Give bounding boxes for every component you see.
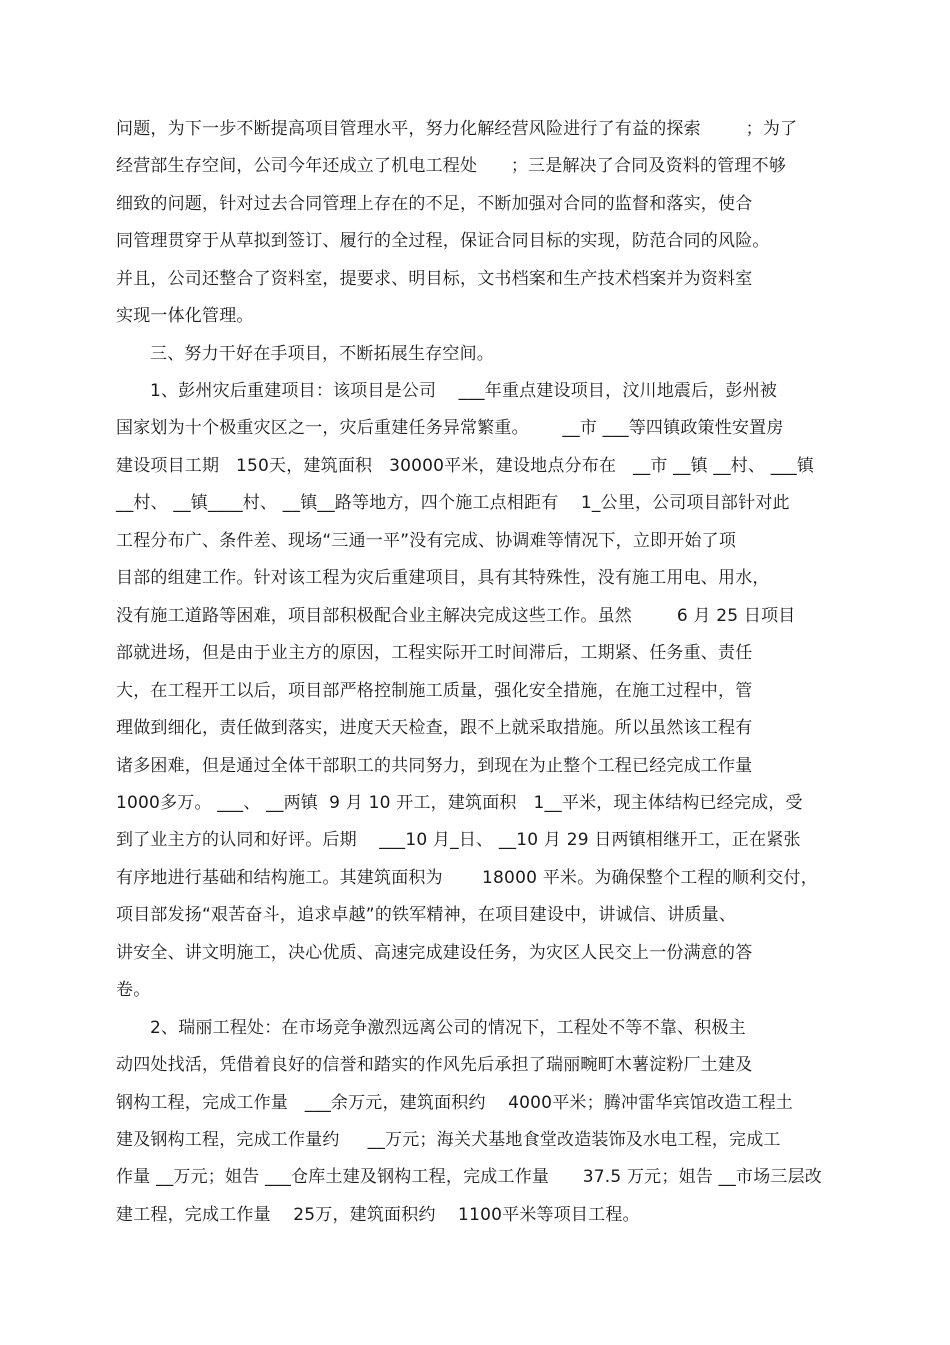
text-line: 建及钢构工程，完成工作量约 __万元；海关犬基地食堂改造装饰及水电工程，完成工 xyxy=(116,1130,781,1150)
text-line: 部就进场，但是由于业主方的原因，工程实际开工时间滞后，工期紧、任务重、责任 xyxy=(116,643,753,663)
text-line: __村、 __镇____村、 __镇__路等地方，四个施工点相距有 1_公里，公司项目部针对此 xyxy=(116,493,790,513)
text-line: 钢构工程，完成工作量 ___余万元，建筑面积约 4000平米；腾冲雷华宾馆改造工程土 xyxy=(116,1093,793,1113)
text-line: 卷。 xyxy=(116,980,151,1000)
text-line: 没有施工道路等困难，项目部积极配合业主解决完成这些工作。虽然 6 月 25 日项目 xyxy=(116,606,796,626)
text-line: 诸多困难，但是通过全体干部职工的共同努力，到现在为止整个工程已经完成工作量 xyxy=(116,756,753,776)
text-line: 大，在工程开工以后，项目部严格控制施工质量，强化安全措施，在施工过程中，管 xyxy=(116,681,753,701)
text-line: 实现一体化管理。 xyxy=(116,306,254,326)
text-line: 1、彭州灾后重建项目：该项目是公司 ___年重点建设项目，汶川地震后，彭州被 xyxy=(150,381,778,401)
text-line: 作量 __万元；姐告 ___仓库土建及钢构工程，完成工作量 37.5 万元；姐告 __市场三层改 xyxy=(116,1167,822,1187)
text-line: 理做到细化，责任做到落实，进度天天检查，跟不上就采取措施。所以虽然该工程有 xyxy=(116,718,753,738)
text-line: 2、瑞丽工程处：在市场竞争激烈远离公司的情况下，工程处不等不靠、积极主 xyxy=(150,1018,746,1038)
text-line: 细致的问题，针对过去合同管理上存在的不足，不断加强对合同的监督和落实，使合 xyxy=(116,194,753,214)
text-line: 建设项目工期 150天，建筑面积 30000平米，建设地点分布在 __市 __镇 __村、 ___镇 xyxy=(116,456,815,476)
text-line: 讲安全、讲文明施工，决心优质、高速完成建设任务，为灾区人民交上一份满意的答 xyxy=(116,943,753,963)
text-line: 并且，公司还整合了资料室，提要求、明目标，文书档案和生产技术档案并为资料室 xyxy=(116,269,753,289)
text-line: 工程分布广、条件差、现场“三通一平”没有完成、协调难等情况下，立即开始了项 xyxy=(116,531,737,551)
text-line: 经营部生存空间，公司今年还成立了机电工程处 ；三是解决了合同及资料的管理不够 xyxy=(116,156,787,176)
text-line: 有序地进行基础和结构施工。其建筑面积为 18000 平米。为确保整个工程的顺利交付， xyxy=(116,868,818,888)
text-line: 国家划为十个极重灾区之一，灾后重建任务异常繁重。 __市 ___等四镇政策性安置房 xyxy=(116,418,784,438)
text-line: 问题，为下一步不断提高项目管理水平，努力化解经营风险进行了有益的探索 ；为了 xyxy=(116,119,798,139)
text-line: 同管理贯穿于从草拟到签订、履行的全过程，保证合同目标的实现，防范合同的风险。 xyxy=(116,231,770,251)
text-line: 项目部发扬“艰苦奋斗，追求卓越”的铁军精神，在项目建设中，讲诚信、讲质量、 xyxy=(116,905,737,925)
section-heading: 三、努力干好在手项目，不断拓展生存空间。 xyxy=(150,344,494,364)
text-line: 到了业主方的认同和好评。后期 ___10 月_日、 __10 月 29 日两镇相继开工，正在紧张 xyxy=(116,830,801,850)
text-line: 建工程，完成工作量 25万，建筑面积约 1100平米等项目工程。 xyxy=(116,1205,640,1225)
text-line: 动四处找活，凭借着良好的信誉和踏实的作风先后承担了瑞丽畹町木薯淀粉厂土建及 xyxy=(116,1055,753,1075)
text-line: 1000多万。 ___、 __两镇 9 月 10 开工，建筑面积 1__平米，现主体结构已经完成，受 xyxy=(116,793,803,813)
text-line: 目部的组建工作。针对该工程为灾后重建项目，具有其特殊性，没有施工用电、用水， xyxy=(116,568,770,588)
